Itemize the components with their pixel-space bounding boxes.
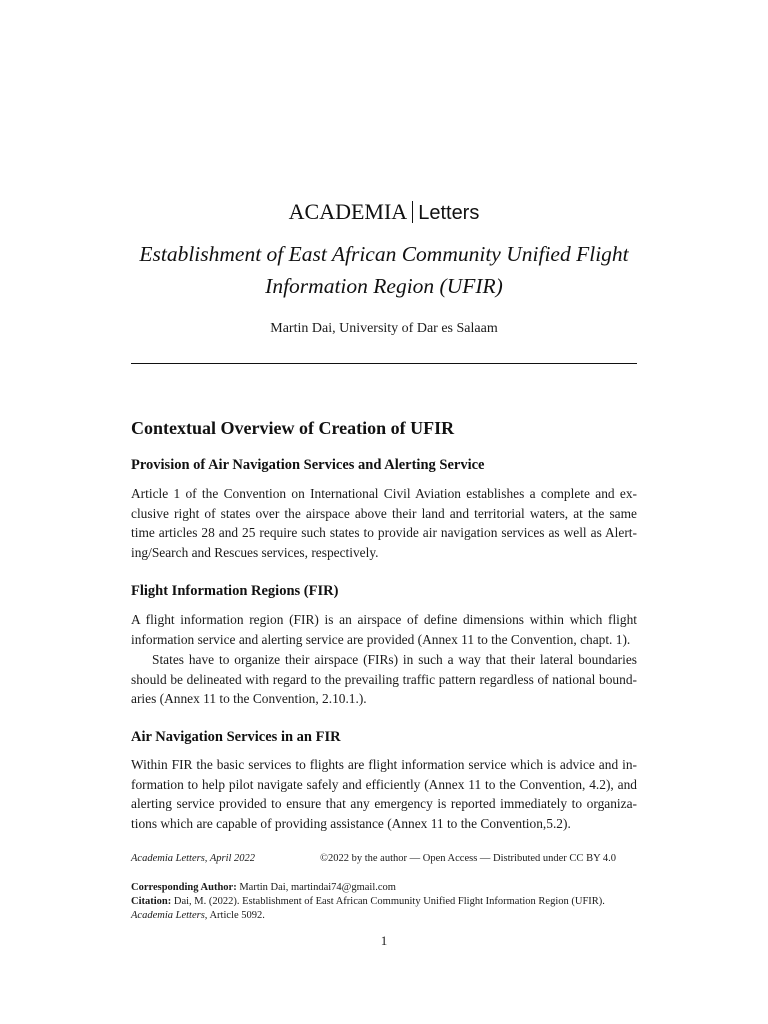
journal-brand bbox=[131, 198, 637, 227]
paragraph-fir-2: States have to organize their airspace (FIRs) in such a way that their lateral boundaries should be delineated with regard to the prevailing traffic pattern regardless of national boundaries (Annex 11 to the Convention, 2.10.1.). bbox=[131, 652, 637, 707]
subsection-heading-ans: Provision of Air Navigation Services and Alerting Service bbox=[131, 457, 485, 473]
author-line: Martin Dai, University of Dar es Salaam bbox=[270, 321, 498, 336]
brand-separator bbox=[412, 201, 413, 223]
citation-article: , Article 5092. bbox=[204, 910, 265, 921]
citation-text: Dai, M. (2022). Establishment of East African Community Unified Flight Information Region (UFIR). bbox=[173, 896, 605, 907]
journal-date: Academia Letters, April 2022 bbox=[131, 853, 256, 864]
corresponding-author bbox=[131, 881, 637, 895]
subsection-heading-fir: Flight Information Regions (FIR) bbox=[131, 583, 339, 599]
corresponding-label: Corresponding Author: bbox=[131, 882, 237, 893]
title-rule bbox=[131, 363, 637, 364]
citation-journal: Academia Letters bbox=[131, 910, 205, 921]
license-note: ©2022 by the author — Open Access — Distributed under CC BY 4.0 bbox=[320, 853, 617, 864]
paragraph-ans: Article 1 of the Convention on International Civil Aviation establishes a complete and exclusive right of states over the airspace above their land and territorial waters, at the same time articles 28 and 25 require such states to provide air navigation services as well as Alerting/Search and Rescues services, respectively. bbox=[131, 486, 637, 561]
subsection-heading-services: Air Navigation Services in an FIR bbox=[131, 729, 341, 745]
brand-name: ACADEMIA bbox=[288, 199, 408, 224]
citation-label: Citation: bbox=[131, 896, 172, 907]
section-heading: Contextual Overview of Creation of UFIR bbox=[131, 418, 455, 438]
paragraph-services: Within FIR the basic services to flights are flight information service which is advice and information to help pilot navigate safely and efficiently (Annex 11 to the Convention, 4.2), and alerting service provided to ensure that any emergency is reported immediately to organizations which are capable of providing assistance (Annex 11 to the Convention,5.2). bbox=[131, 757, 637, 832]
brand-section: Letters bbox=[418, 202, 480, 224]
paragraph-fir-1: A flight information region (FIR) is an airspace of define dimensions within which flight information service and alerting service are provided (Annex 11 to the Convention, chapt. 1). bbox=[131, 612, 637, 647]
citation bbox=[131, 895, 637, 923]
corresponding-value: Martin Dai, martindai74@gmail.com bbox=[239, 882, 396, 893]
paper-title: Establishment of East African Community Unified Flight Information Region (UFIR) bbox=[139, 242, 629, 298]
page-number: 1 bbox=[380, 933, 388, 948]
